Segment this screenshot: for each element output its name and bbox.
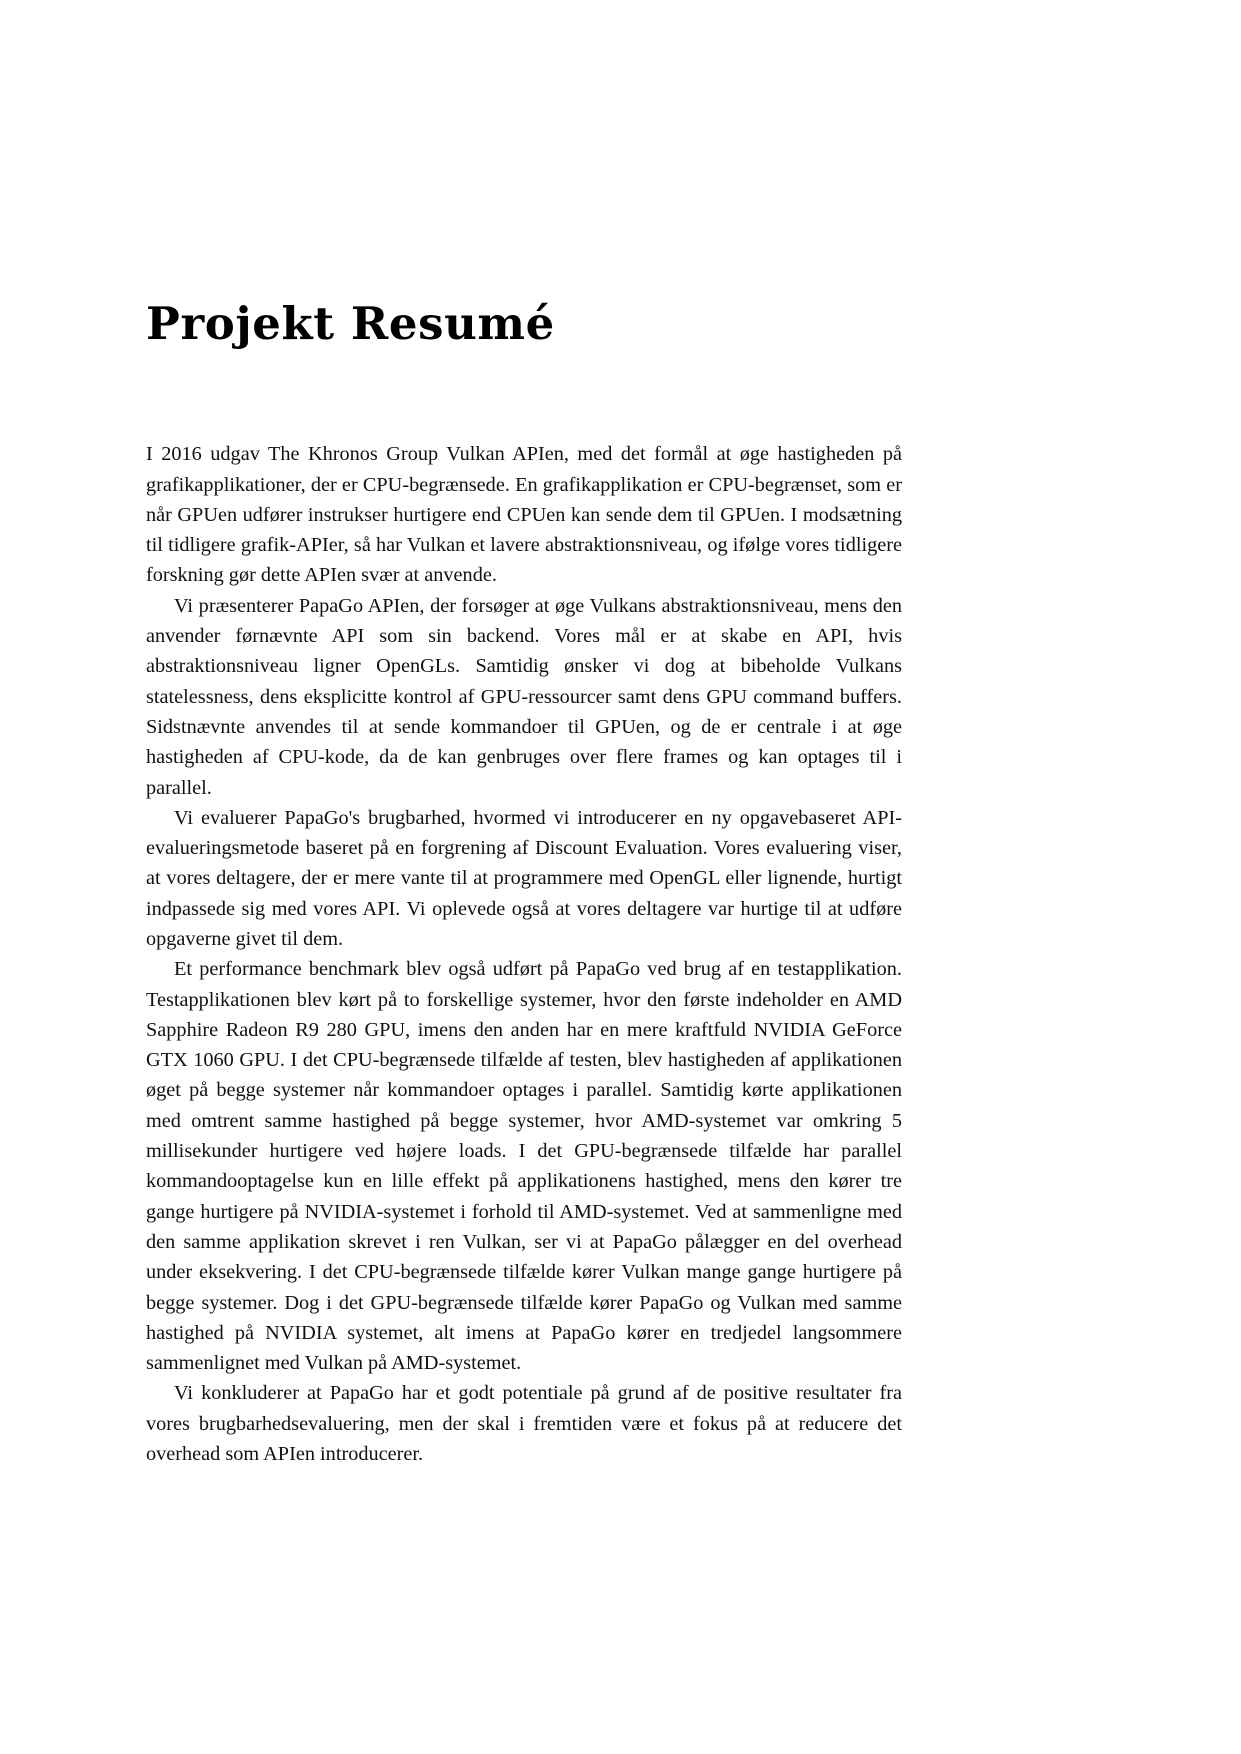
abstract-paragraph-4: Et performance benchmark blev også udført på PapaGo ved brug af en testapplikation. Testapplikationen blev kørt på to forskellige systemer, hvor den første indeholder en AMD Sapphire Radeon R9 280 GPU, imens den anden har en mere kraftfuld NVIDIA GeForce GTX 1060 GPU. I det CPU-begrænsede tilfælde af testen, blev hastigheden af applikationen øget på begge systemer når kommandoer optages i parallel. Samtidig kørte applikationen med omtrent samme hastighed på begge systemer, hvor AMD-systemet var omkring 5 millisekunder hurtigere ved højere loads. I det GPU-begrænsede tilfælde har parallel kommandooptagelse kun en lille effekt på applikationens hastighed, mens den kører tre gange hurtigere på NVIDIA-systemet i forhold til AMD-systemet. Ved at sammenligne med den samme applikation skrevet i ren Vulkan, ser vi at PapaGo pålægger en del overhead under eksekvering. I det CPU-begrænsede tilfælde kører Vulkan mange gange hurtigere på begge systemer. Dog i det GPU-begrænsede tilfælde kører PapaGo og Vulkan med samme hastighed på NVIDIA systemet, alt imens at PapaGo kører en tredjedel langsommere sammenlignet med Vulkan på AMD-systemet. [146,958,902,1375]
abstract-paragraph-5: Vi konkluderer at PapaGo har et godt potentiale på grund af de positive resultater fra vores brugbarhedsevaluering, men der skal i fremtiden være et fokus på at reducere det overhead som APIen introducerer. [146,1382,902,1466]
abstract-paragraph-3: Vi evaluerer PapaGo's brugbarhed, hvormed vi introducerer en ny opgavebaseret API-evalueringsmetode baseret på en forgrening af Discount Evaluation. Vores evaluering viser, at vores deltagere, der er mere vante til at programmere med OpenGL eller lignende, hurtigt indpassede sig med vores API. Vi oplevede også at vores deltagere var hurtige til at udføre opgaverne givet til dem. [146,806,902,950]
abstract-paragraph-1: I 2016 udgav The Khronos Group Vulkan APIen, med det formål at øge hastigheden på grafikapplikationer, der er CPU-begrænsede. En grafikapplikation er CPU-begrænset, som er når GPUen udfører instrukser hurtigere end CPUen kan sende dem til GPUen. I modsætning til tidligere grafik-APIer, så har Vulkan et lavere abstraktionsniveau, og ifølge vores tidligere forskning gør dette APIen svær at anvende. [146,443,902,587]
abstract-paragraph-2: Vi præsenterer PapaGo APIen, der forsøger at øge Vulkans abstraktionsniveau, mens den anvender førnævnte API som sin backend. Vores mål er at skabe en API, hvis abstraktionsniveau ligner OpenGLs. Samtidig ønsker vi dog at bibeholde Vulkans statelessness, dens eksplicitte kontrol af GPU-ressourcer samt dens GPU command buffers. Sidstnævnte anvendes til at sende kommandoer til GPUen, og de er centrale i at øge hastigheden af CPU-kode, da de kan genbruges over flere frames og kan optages til i parallel. [146,594,902,799]
page-title: Projekt Resumé [146,297,555,350]
page-content [146,297,902,1469]
abstract-body [146,439,902,1469]
